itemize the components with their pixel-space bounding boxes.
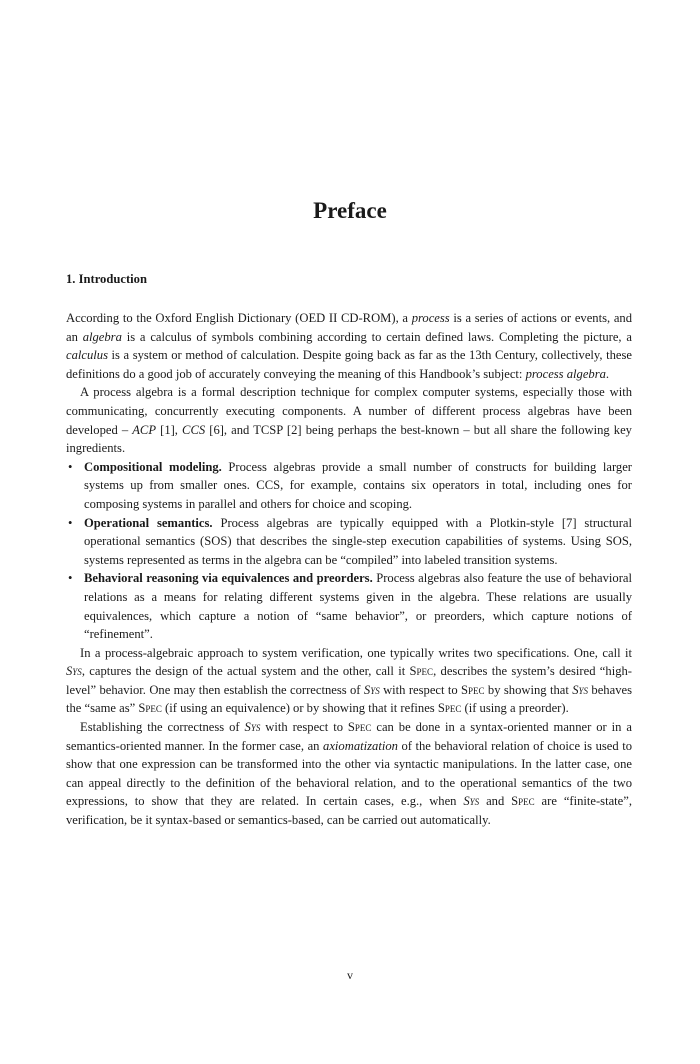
list-item-operational-semantics: • Operational semantics. Process algebras are typically equipped with a Plotkin-style [7] structural operational semantics (SOS) that describes the single-step execution capabilities of systems. Using SOS, systems represented as terms in the algebra can be “compiled” into labeled transition systems. xyxy=(68,515,632,567)
bullet-marker: • xyxy=(68,515,73,530)
paragraph-establishing-correctness: Establishing the correctness of Sys with respect to Spec can be done in a syntax-oriented manner or in a semantics-oriented manner. In the former case, an axiomatization of the behavioral relation of choice is used to show that one expression can be transformed into the other via syntactic manipulations. In the latter case, one can appeal directly to the definition of the behavioral relation, and to the operational semantics of the two expressions, to show that they are related. In certain cases, e.g., when Sys and Spec are “finite-state”, verification, be it syntax-based or semantics-based, can be carried out automatically. xyxy=(66,720,632,828)
paragraph-oed-definitions: According to the Oxford English Dictionary (OED II CD-ROM), a process is a series of actions or events, and an algebra is a calculus of symbols combining according to certain defined laws. Completing the picture, a calculus is a system or method of calculation. Despite going back as far as the 13th Century, collectively, these definitions do a good job of accurately conveying the meaning of this Handbook’s subject: process algebra. xyxy=(66,311,633,381)
paragraph-verification-approach: In a process-algebraic approach to system verification, one typically writes two specifications. One, call it Sys, captures the design of the actual system and the other, call it Spec, describes the system’s desired “high-level” behavior. One may then establish the correctness of Sys with respect to Spec by showing that Sys behaves the “same as” Spec (if using an equivalence) or by showing that it refines Spec (if using a preorder). xyxy=(66,645,632,716)
section-heading: 1. Introduction xyxy=(66,272,147,286)
bullet-marker: • xyxy=(68,571,73,586)
key-ingredients-list xyxy=(66,458,632,644)
paragraph-process-algebra: A process algebra is a formal description technique for complex computer systems, especially those with communicating, concurrently executing components. A number of different process algebras have been developed – ACP [1], CCS [6], and TCSP [2] being perhaps the best-known – but all share the following key ingredients. xyxy=(66,385,632,456)
page-title: Preface xyxy=(313,198,387,223)
body-text xyxy=(66,309,632,830)
list-item-behavioral-reasoning: • Behavioral reasoning via equivalences and preorders. Process algebras also feature the use of behavioral relations as a means for relating different systems given in the algebra. These relations are usually equivalences, which capture a notion of “same behavior”, or preorders, which capture notions of “refinement”. xyxy=(68,571,633,642)
bullet-marker: • xyxy=(68,459,73,474)
page-number: v xyxy=(347,968,353,982)
list-item-compositional-modeling: • Compositional modeling. Process algebras provide a small number of constructs for building larger systems up from smaller ones. CCS, for example, contains six operators in total, including ones for composing systems in parallel and others for choice and scoping. xyxy=(68,459,632,511)
